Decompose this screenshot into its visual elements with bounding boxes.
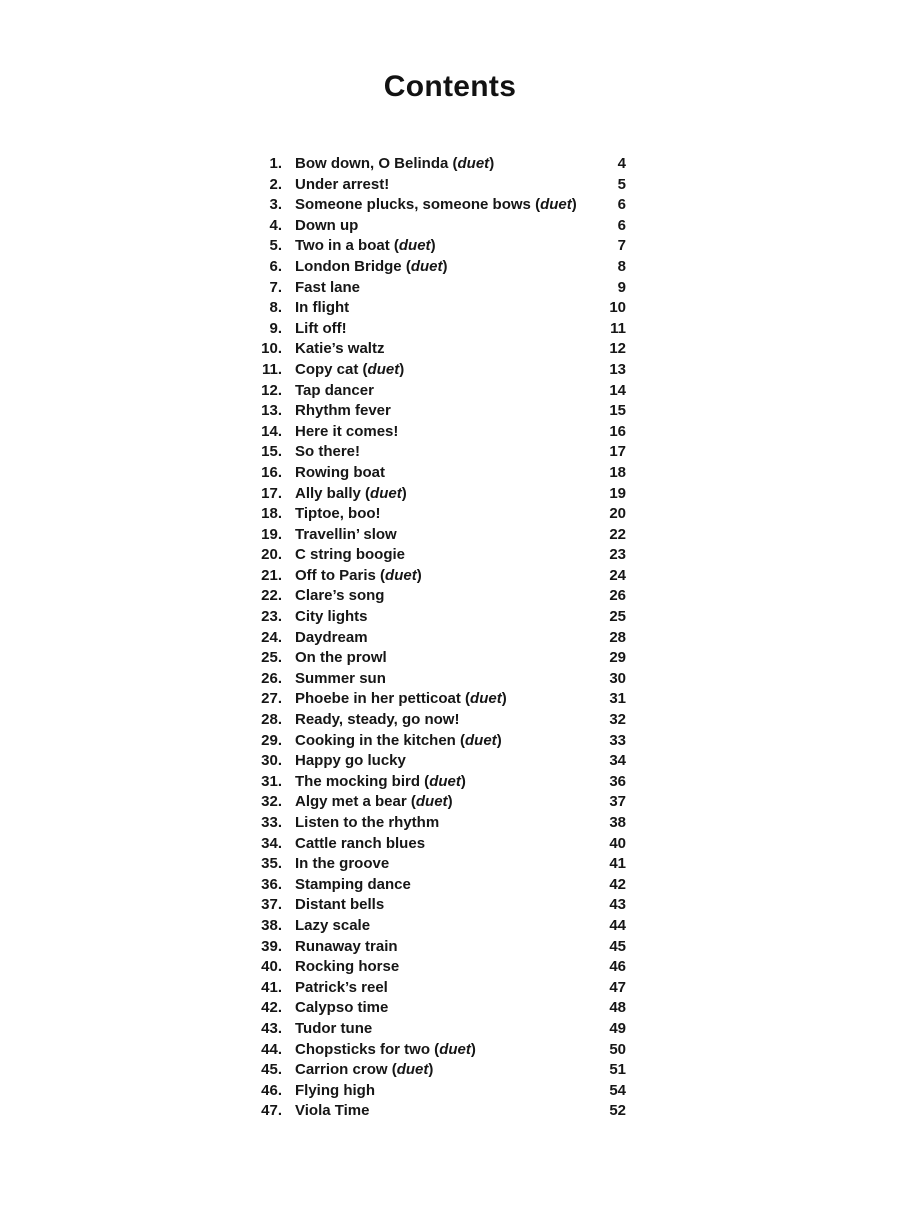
toc-row: [254, 339, 626, 360]
toc-item-page: 4: [617, 155, 626, 172]
duet-annotation: duet: [415, 793, 448, 811]
toc-item-title: So there!: [295, 443, 361, 461]
toc-item-number: 8.: [269, 299, 282, 317]
toc-item-page: 29: [609, 649, 626, 667]
toc-item-page: 52: [609, 1102, 626, 1120]
toc-item-page: 6: [617, 196, 626, 214]
toc-item-page: 24: [609, 566, 626, 584]
toc-item-title: Lazy scale: [295, 916, 371, 934]
toc-item-title: Distant bells: [295, 896, 385, 914]
toc-item-page: 30: [609, 669, 626, 687]
duet-annotation: duet: [470, 690, 502, 708]
toc-item-page: 36: [609, 772, 626, 790]
toc-item-number: 23.: [261, 608, 282, 626]
toc-row: [254, 875, 626, 896]
toc-item-number: 6.: [269, 257, 282, 275]
toc-item-title: Ally bally (duet): [295, 484, 407, 502]
duet-annotation: duet: [457, 155, 490, 172]
toc-item-number: 43.: [261, 1019, 282, 1037]
toc-item-title: The mocking bird (duet): [295, 772, 466, 790]
toc-item-page: 31: [609, 690, 626, 708]
toc-row: [254, 319, 626, 340]
toc-row: [254, 525, 626, 546]
toc-item-number: 4.: [269, 216, 282, 234]
toc-item-page: 16: [609, 422, 626, 440]
toc-item-number: 42.: [261, 999, 282, 1017]
toc-item-title: Cooking in the kitchen (duet): [295, 731, 502, 749]
toc-row: [254, 566, 626, 587]
toc-item-page: 10: [609, 299, 626, 317]
toc-row: [254, 278, 626, 299]
toc-item-title: Katie’s waltz: [295, 340, 385, 358]
toc-item-page: 43: [609, 896, 626, 914]
toc-item-page: 47: [609, 978, 626, 996]
toc-item-number: 31.: [261, 772, 282, 790]
toc-row: [254, 669, 626, 690]
toc-item-title: Rocking horse: [295, 958, 400, 976]
toc-item-number: 29.: [261, 731, 282, 749]
toc-item-page: 49: [609, 1019, 626, 1037]
toc-item-title: Travellin’ slow: [295, 525, 397, 543]
toc-item-number: 1.: [269, 155, 282, 172]
toc-item-page: 37: [609, 793, 626, 811]
toc-item-page: 18: [609, 463, 626, 481]
toc-item-title: Patrick’s reel: [295, 978, 388, 996]
toc-row: [254, 937, 626, 958]
duet-annotation: duet: [370, 484, 402, 502]
toc-item-number: 11.: [261, 360, 282, 378]
toc-item-number: 41.: [261, 978, 282, 996]
toc-item-page: 7: [617, 237, 626, 255]
toc-row: [254, 422, 626, 443]
toc-item-number: 3.: [269, 196, 282, 214]
toc-item-number: 10.: [261, 340, 282, 358]
toc-item-title: Phoebe in her petticoat (duet): [295, 690, 507, 708]
toc-item-title: Listen to the rhythm: [295, 814, 440, 831]
toc-item-page: 38: [609, 814, 626, 831]
toc-item-page: 41: [609, 855, 626, 873]
toc-item-page: 44: [609, 916, 626, 934]
toc-item-page: 19: [609, 484, 626, 502]
toc-row: [254, 236, 626, 257]
toc-row: [254, 195, 626, 216]
toc-item-page: 42: [609, 875, 626, 893]
toc-row: [254, 175, 626, 196]
toc-row: [254, 154, 626, 175]
toc-row: [254, 381, 626, 402]
toc-item-title: Tap dancer: [295, 381, 374, 399]
toc-item-number: 19.: [261, 525, 282, 543]
toc-item-title: Carrion crow (duet): [295, 1061, 434, 1079]
toc-row: [254, 1081, 626, 1102]
toc-item-page: 12: [609, 340, 626, 358]
toc-item-page: 28: [609, 628, 626, 646]
toc-item-number: 34.: [261, 834, 282, 852]
toc-item-number: 24.: [261, 628, 282, 646]
toc-item-number: 32.: [261, 793, 282, 811]
toc-item-number: 38.: [261, 916, 282, 934]
toc-item-title: Rowing boat: [295, 463, 385, 481]
toc-item-title: Algy met a bear (duet): [295, 793, 453, 811]
toc-row: [254, 834, 626, 855]
toc-item-number: 16.: [261, 463, 282, 481]
toc-item-number: 5.: [269, 237, 282, 255]
toc-item-number: 33.: [261, 814, 282, 831]
duet-annotation: duet: [385, 566, 417, 584]
toc-item-page: 40: [609, 834, 626, 852]
toc-item-number: 47.: [261, 1102, 282, 1120]
toc-item-page: 13: [609, 360, 626, 378]
toc-item-title: C string boogie: [295, 546, 405, 564]
toc-item-number: 28.: [261, 711, 282, 729]
toc-item-page: 8: [617, 257, 626, 275]
toc-row: [254, 607, 626, 628]
toc-item-title: Here it comes!: [295, 422, 399, 440]
toc-item-title: Down up: [295, 216, 359, 234]
toc-item-page: 45: [609, 937, 626, 955]
toc-row: [254, 216, 626, 237]
toc-row: [254, 916, 626, 937]
toc-row: [254, 298, 626, 319]
toc-item-page: 15: [609, 402, 626, 420]
toc-row: [254, 710, 626, 731]
toc-item-page: 5: [617, 175, 626, 193]
toc-item-number: 37.: [261, 896, 282, 914]
toc-item-title: Stamping dance: [295, 875, 411, 893]
toc-row: [254, 1060, 626, 1081]
toc-item-number: 27.: [261, 690, 282, 708]
duet-annotation: duet: [410, 257, 443, 275]
toc-item-number: 36.: [261, 875, 282, 893]
toc-item-number: 22.: [261, 587, 282, 605]
toc-item-page: 32: [609, 711, 626, 729]
toc-row: [254, 401, 626, 422]
toc-item-page: 22: [609, 525, 626, 543]
toc-row: [254, 998, 626, 1019]
toc-item-page: 51: [609, 1061, 626, 1079]
toc-item-title: Off to Paris (duet): [295, 566, 422, 584]
toc-item-title: Lift off!: [295, 319, 347, 337]
toc-item-page: 50: [609, 1040, 626, 1058]
duet-annotation: duet: [465, 731, 497, 749]
toc-row: [254, 1019, 626, 1040]
toc-item-title: Rhythm fever: [295, 402, 391, 420]
toc-item-title: Fast lane: [295, 278, 361, 296]
duet-annotation: duet: [398, 237, 431, 255]
toc-item-title: In the groove: [295, 855, 390, 873]
toc-item-title: Clare’s song: [295, 587, 385, 605]
toc-item-number: 44.: [261, 1040, 282, 1058]
toc-item-title: Happy go lucky: [295, 752, 406, 770]
toc-item-title: Chopsticks for two (duet): [295, 1040, 476, 1058]
toc-row: [254, 978, 626, 999]
toc-row: [254, 957, 626, 978]
toc-item-number: 20.: [261, 546, 282, 564]
toc-item-number: 35.: [261, 855, 282, 873]
toc-item-page: 26: [609, 587, 626, 605]
toc-item-number: 14.: [261, 422, 282, 440]
toc-row: [254, 257, 626, 278]
toc-item-number: 45.: [261, 1061, 282, 1079]
toc-row: [254, 628, 626, 649]
toc-item-title: Tudor tune: [295, 1019, 373, 1037]
toc-row: [254, 731, 626, 752]
page-title: Contents: [383, 70, 517, 103]
toc-item-page: 6: [617, 216, 626, 234]
toc-item-title: Runaway train: [295, 937, 398, 955]
toc-item-page: 25: [609, 608, 626, 626]
toc-item-number: 12.: [261, 381, 282, 399]
toc-item-number: 39.: [261, 937, 282, 955]
toc-row: [254, 586, 626, 607]
toc-list: [254, 154, 626, 1122]
toc-item-page: 54: [609, 1081, 626, 1099]
toc-row: [254, 751, 626, 772]
toc-item-title: London Bridge (duet): [295, 257, 448, 275]
toc-row: [254, 442, 626, 463]
toc-item-title: Daydream: [295, 628, 368, 646]
toc-item-number: 15.: [261, 443, 282, 461]
duet-annotation: duet: [429, 772, 461, 790]
toc-item-page: 23: [609, 546, 626, 564]
toc-item-number: 40.: [261, 958, 282, 976]
toc-item-page: 9: [617, 278, 626, 296]
toc-row: [254, 463, 626, 484]
toc-item-number: 18.: [261, 505, 282, 523]
toc-item-title: Summer sun: [295, 669, 386, 687]
toc-row: [254, 813, 626, 834]
toc-item-title: Tiptoe, boo!: [295, 505, 381, 523]
toc-item-number: 17.: [261, 484, 282, 502]
toc-row: [254, 360, 626, 381]
toc-item-title: Bow down, O Belinda (duet): [295, 155, 495, 172]
toc-item-number: 2.: [269, 175, 282, 193]
duet-annotation: duet: [439, 1040, 471, 1058]
toc-item-number: 21.: [261, 566, 282, 584]
toc-item-page: 14: [609, 381, 626, 399]
toc-item-page: 11: [610, 319, 626, 337]
toc-item-number: 30.: [261, 752, 282, 770]
toc-item-title: Two in a boat (duet): [295, 237, 436, 255]
toc-item-page: 20: [609, 505, 626, 523]
toc-item-number: 7.: [269, 278, 282, 296]
toc-item-number: 46.: [261, 1081, 282, 1099]
toc-row: [254, 792, 626, 813]
toc-row: [254, 504, 626, 525]
toc-row: [254, 772, 626, 793]
toc-item-page: 17: [609, 443, 626, 461]
toc-item-title: Viola Time: [295, 1102, 370, 1120]
duet-annotation: duet: [540, 196, 572, 214]
toc-item-number: 9.: [269, 319, 282, 337]
toc-item-number: 13.: [261, 402, 282, 420]
toc-item-title: Calypso time: [295, 999, 389, 1017]
toc-row: [254, 1101, 626, 1122]
toc-item-number: 25.: [261, 649, 282, 667]
toc-item-title: On the prowl: [295, 649, 387, 667]
toc-item-number: 26.: [261, 669, 282, 687]
toc-row: [254, 545, 626, 566]
toc-item-page: 34: [609, 752, 626, 770]
toc-item-title: In flight: [295, 299, 350, 317]
toc-row: [254, 895, 626, 916]
toc-row: [254, 689, 626, 710]
duet-annotation: duet: [396, 1061, 429, 1079]
toc-item-title: Someone plucks, someone bows (duet): [295, 196, 577, 214]
toc-item-title: Flying high: [295, 1081, 375, 1099]
toc-row: [254, 484, 626, 505]
toc-item-page: 48: [609, 999, 626, 1017]
toc-item-title: Ready, steady, go now!: [295, 711, 460, 729]
toc-item-title: Under arrest!: [295, 175, 390, 193]
toc-row: [254, 1040, 626, 1061]
toc-item-page: 33: [609, 731, 626, 749]
toc-item-title: Cattle ranch blues: [295, 834, 426, 852]
toc-item-page: 46: [609, 958, 626, 976]
toc-item-title: City lights: [295, 608, 368, 626]
toc-item-title: Copy cat (duet): [295, 360, 405, 378]
duet-annotation: duet: [367, 360, 400, 378]
toc-row: [254, 648, 626, 669]
toc-row: [254, 854, 626, 875]
